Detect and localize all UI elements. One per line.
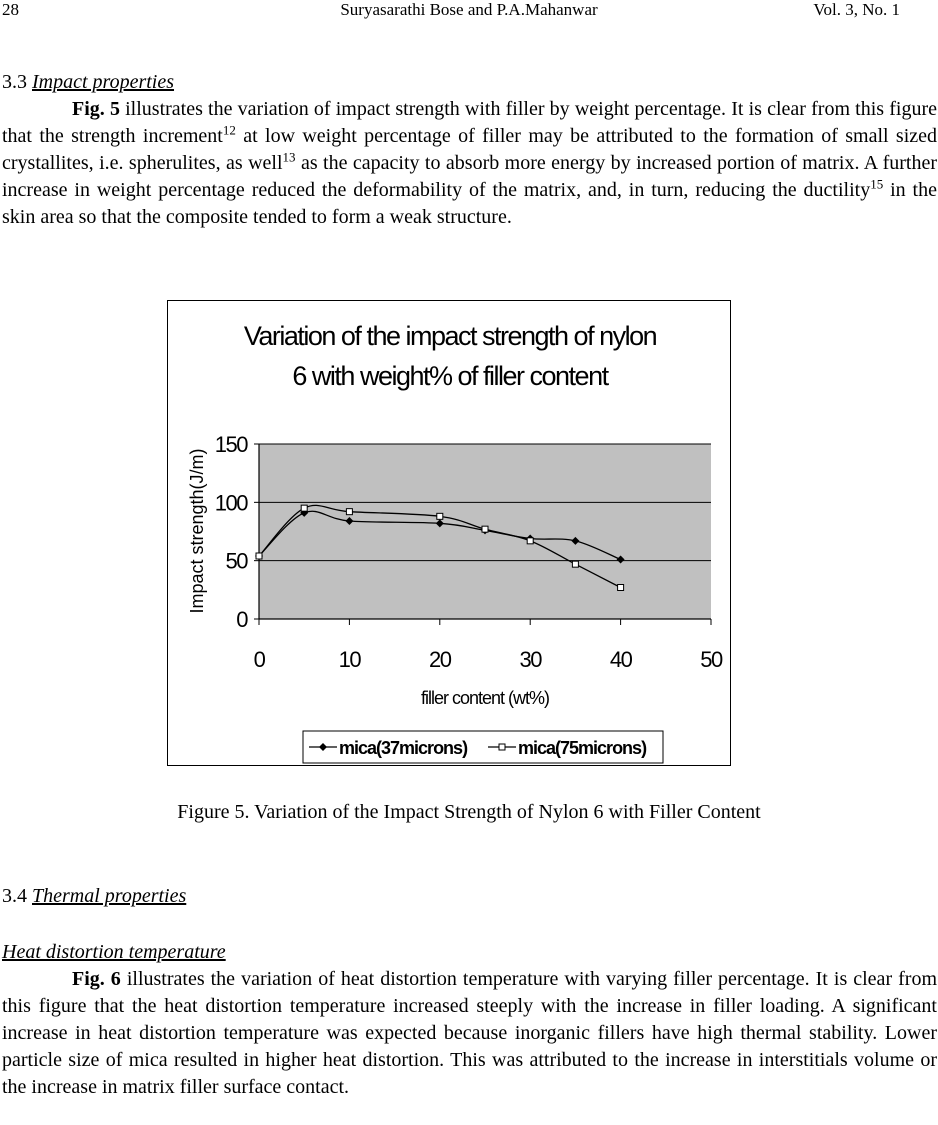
x-tick-label: 10 [338,647,361,672]
legend-label-mica-37: mica(37microns) [339,738,468,758]
section-title: Thermal properties [32,885,187,907]
y-tick-label: 50 [225,548,247,574]
chart-title-line2: 6 with weight% of filler content [292,361,608,391]
data-point-square [618,585,624,591]
paragraph-text: at low weight percentage of filler may be attributed to the formation of small sized crystallites, i.e. spherulites, as well [2,125,937,174]
paragraph-text: illustrates the variation of heat distortion temperature with varying filler percentage. It is clear from this figure that the heat distortion temperature increased steeply with the increase in filler loading. A significant increase in heat distortion temperature was expected because inorganic fillers have high thermal stability. Lower particle size of mica resulted in higher heat distortion. This was attributed to the increase in interstitials volume or the increase in matrix filler surface contact. [2,968,937,1098]
section-heading-impact [2,70,174,94]
subsection-heading-hdt [2,940,226,964]
paragraph-hdt [2,966,937,1101]
legend-marker-square-icon [499,744,505,750]
impact-strength-chart [168,301,730,765]
legend-label-mica-75: mica(75microns) [518,738,647,758]
figure-caption: Figure 5. Variation of the Impact Strength of Nylon 6 with Filler Content [177,801,761,823]
data-point-square [256,553,262,559]
x-tick-label: 40 [609,647,632,672]
citation: 13 [282,149,296,165]
data-point-square [346,509,352,515]
citation: 15 [870,176,884,192]
y-tick-label: 0 [236,607,247,632]
data-point-square [437,513,443,519]
y-axis-label: Impact strength(J/m) [187,448,207,614]
page-number: 28 [2,0,19,19]
data-point-square [301,505,307,511]
paragraph-text: illustrates the variation of impact strength with filler by weight percentage. It is clear from this figure that the strength increment [2,98,937,147]
section-number: 3.4 [2,885,27,907]
section-heading-thermal [2,884,186,908]
x-tick-label: 50 [700,647,722,672]
x-axis-label: filler content (wt%) [420,688,550,708]
figure-reference: Fig. 5 [72,98,120,120]
legend [303,731,663,763]
data-point-square [572,561,578,567]
data-point-square [482,526,488,532]
running-header-authors: Suryasarathi Bose and P.A.Mahanwar [340,0,598,19]
x-tick-label: 30 [519,647,541,672]
paragraph-text: as the capacity to absorb more energy by increased portion of matrix. A further increase in weight percentage reduced the deformability of the matrix, and, in turn, reducing the ductility [2,152,937,201]
section-number: 3.3 [2,71,27,93]
data-point-square [527,538,533,544]
figure-reference: Fig. 6 [72,968,121,990]
x-tick-label: 20 [429,647,451,672]
y-tick-label: 100 [214,490,247,516]
subsection-title: Heat distortion temperature [2,941,226,963]
chart-frame [167,300,731,766]
paragraph-impact [2,96,937,231]
running-header-volume: Vol. 3, No. 1 [813,0,900,19]
citation: 12 [222,122,236,138]
chart-title-line1: Variation of the impact strength of nylon [243,321,657,351]
section-title: Impact properties [32,71,175,93]
y-tick-label: 150 [214,432,247,457]
paragraph-text: in the skin area so that the composite tended to form a weak structure. [2,179,937,228]
x-tick-label: 0 [253,647,265,672]
